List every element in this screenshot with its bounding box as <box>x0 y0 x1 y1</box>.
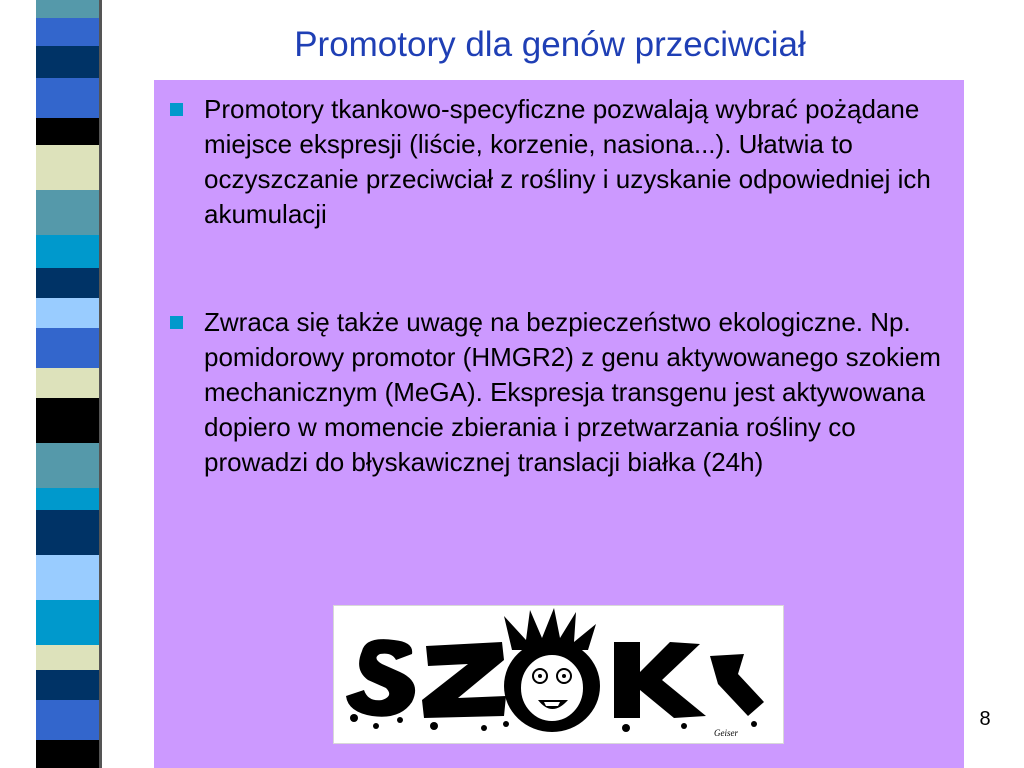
stripe-segment <box>36 268 99 298</box>
square-bullet-icon <box>170 316 183 329</box>
stripe-segment <box>36 398 99 443</box>
bullet-text: Zwraca się także uwagę na bezpieczeństwo ekologiczne. Np. pomidorowy promotor (HMGR2) z genu aktywowanego szokiem mechanicznym (MeGA). Ekspresja transgenu jest aktywowana dopiero w momencie zbierania i przetwarzania rośliny co prowadzi do błyskawicznej translacji białka (24h) <box>204 307 941 477</box>
decorative-stripe <box>36 0 99 768</box>
bullet-text: Promotory tkankowo-specyficzne pozwalają wybrać pożądane miejsce ekspresji (liście, korzenie, nasiona...). Ułatwia to oczyszczanie przeciwciał z rośliny i uzyskanie odpowiedniej ich akumulacji <box>204 94 931 229</box>
stripe-segment <box>36 298 99 328</box>
stripe-segment <box>36 18 99 46</box>
stripe-segment <box>36 555 99 600</box>
stripe-segment <box>36 700 99 740</box>
slide-number: 8 <box>979 708 991 730</box>
stripe-segment <box>36 46 99 78</box>
stripe-segment <box>36 510 99 555</box>
cartoon-signature: Geiser <box>714 728 738 738</box>
bullet-item <box>204 305 956 480</box>
stripe-segment <box>36 488 99 510</box>
stripe-segment <box>36 443 99 488</box>
cartoon-word: SZOK <box>334 606 337 607</box>
szok-cartoon-image <box>333 605 784 744</box>
square-bullet-icon <box>170 103 183 116</box>
stripe-segment <box>36 78 99 118</box>
stripe-segment <box>36 670 99 700</box>
stripe-segment <box>36 118 99 145</box>
stripe-segment <box>36 328 99 368</box>
stripe-shadow <box>99 0 102 768</box>
stripe-segment <box>36 145 99 190</box>
slide-title: Promotory dla genów przeciwciał <box>294 25 806 64</box>
bullet-item <box>204 92 956 232</box>
stripe-segment <box>36 368 99 398</box>
stripe-segment <box>36 190 99 235</box>
content-box <box>154 80 964 768</box>
stripe-segment <box>36 0 99 18</box>
stripe-segment <box>36 235 99 268</box>
stripe-segment <box>36 740 99 768</box>
szok-cartoon-illustration <box>334 606 783 743</box>
stripe-segment <box>36 600 99 645</box>
stripe-segment <box>36 645 99 670</box>
